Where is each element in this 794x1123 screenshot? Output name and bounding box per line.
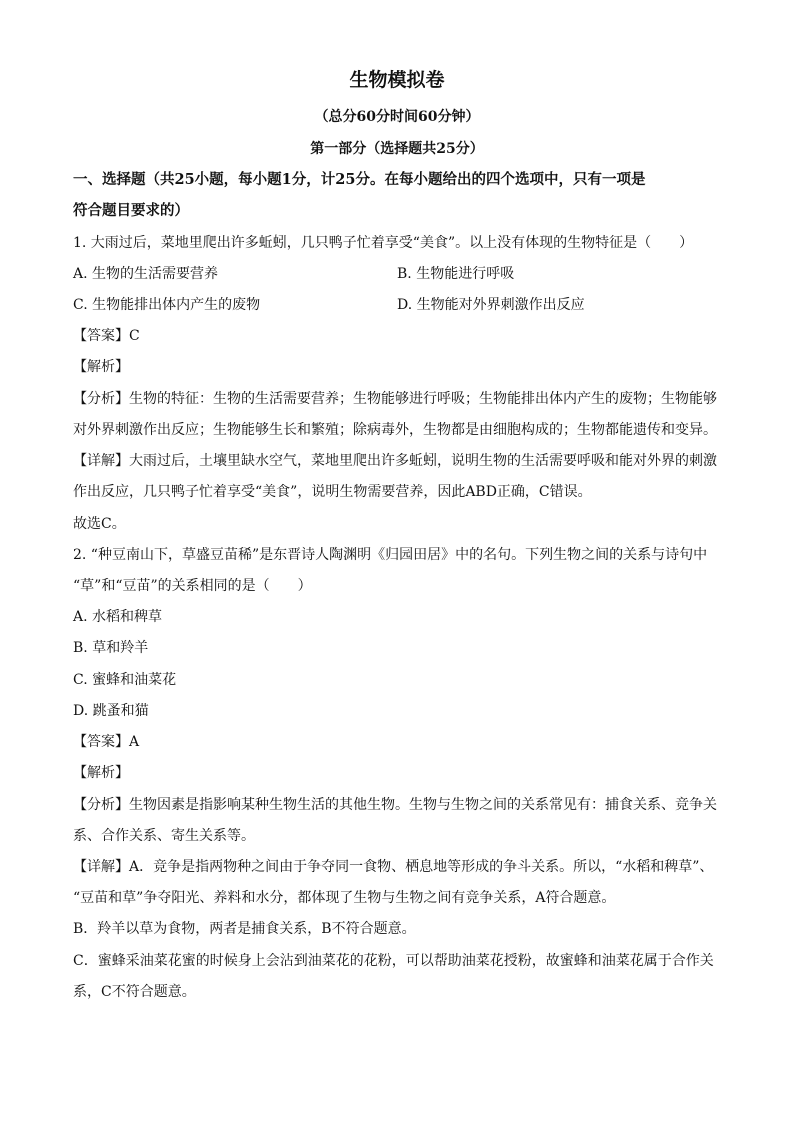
q2-xiangjie-line-2: “豆苗和草”争夺阳光、养料和水分，都体现了生物与生物之间有竞争关系，A符合题意。 <box>73 890 616 906</box>
q1-conclusion: 故选C。 <box>73 516 126 532</box>
q2-option-a: A. 水稻和稗草 <box>73 609 163 625</box>
q1-stem: 1. 大雨过后，菜地里爬出许多蚯蚓，几只鸭子忙着享受“美食”。以上没有体现的生物特征是（ ） <box>73 235 694 251</box>
q1-fenxi-line-2: 对外界刺激作出反应；生物能够生长和繁殖；除病毒外，生物都是由细胞构成的；生物都能遗传和变异。 <box>73 422 717 438</box>
q1-option-d: D. 生物能对外界刺激作出反应 <box>397 297 585 313</box>
q2-explanation-c-line-2: 系，C不符合题意。 <box>73 984 196 1000</box>
q1-option-c: C. 生物能排出体内产生的废物 <box>73 297 261 313</box>
q1-fenxi-line-1: 【分析】生物的特征：生物的生活需要营养；生物能够进行呼吸；生物能排出体内产生的废物；生物能够 <box>73 391 717 407</box>
q2-explanation-c-line-1: C．蜜蜂采油菜花蜜的时候身上会沾到油菜花的花粉，可以帮助油菜花授粉，故蜜蜂和油菜花属于合作关 <box>73 953 714 969</box>
q1-option-b: B. 生物能进行呼吸 <box>397 266 515 282</box>
q2-option-c: C. 蜜蜂和油菜花 <box>73 672 177 688</box>
q1-analysis-tag: 【解析】 <box>73 359 129 375</box>
q1-answer: 【答案】C <box>73 328 140 344</box>
q1-xiangjie-line-2: 作出反应，几只鸭子忙着享受“美食”，说明生物需要营养，因此ABD正确，C错误。 <box>73 484 592 500</box>
q2-xiangjie-line-1: 【详解】A．竞争是指两物种之间由于争夺同一食物、栖息地等形成的争斗关系。所以，“水稻和稗草”、 <box>73 859 714 875</box>
q1-option-a: A. 生物的生活需要营养 <box>73 266 219 282</box>
section-heading-line-2: 符合题目要求的） <box>73 202 189 219</box>
q2-explanation-b: B．羚羊以草为食物，两者是捕食关系，B不符合题意。 <box>73 921 416 937</box>
part-heading: 第一部分（选择题共25分） <box>310 141 484 157</box>
exam-subtitle: （总分60分时间60分钟） <box>314 109 480 125</box>
q1-xiangjie-line-1: 【详解】大雨过后，土壤里缺水空气，菜地里爬出许多蚯蚓，说明生物的生活需要呼吸和能对外界的刺激 <box>73 453 717 469</box>
q2-fenxi-line-2: 系、合作关系、寄生关系等。 <box>73 828 255 844</box>
q2-option-d: D. 跳蚤和猫 <box>73 703 149 719</box>
q2-stem-line-2: “草”和“豆苗”的关系相同的是（ ） <box>73 578 312 594</box>
section-heading-line-1: 一、选择题（共25小题，每小题1分，计25分。在每小题给出的四个选项中，只有一项是 <box>73 171 646 188</box>
q2-stem-line-1: 2. “种豆南山下，草盛豆苗稀”是东晋诗人陶渊明《归园田居》中的名句。下列生物之间的关系与诗句中 <box>73 547 708 563</box>
q2-fenxi-line-1: 【分析】生物因素是指影响某种生物生活的其他生物。生物与生物之间的关系常见有：捕食关系、竞争关 <box>73 797 717 813</box>
q2-analysis-tag: 【解析】 <box>73 765 129 781</box>
page-title: 生物模拟卷 <box>349 69 445 91</box>
q2-option-b: B. 草和羚羊 <box>73 640 149 656</box>
q2-answer: 【答案】A <box>73 734 140 750</box>
